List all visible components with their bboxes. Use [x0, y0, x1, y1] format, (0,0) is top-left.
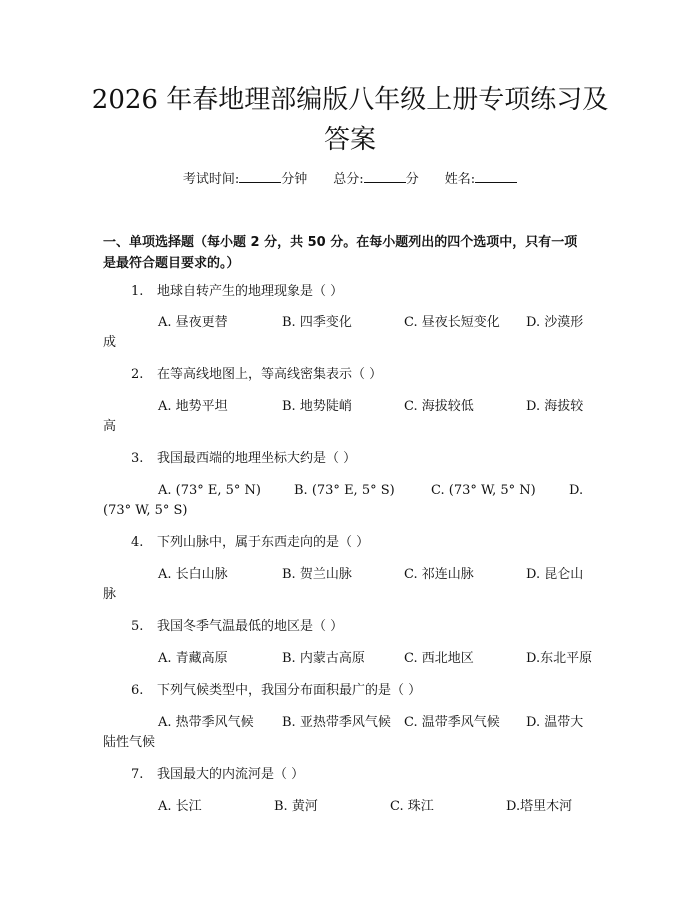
question-stem [131, 765, 304, 785]
option-wrap: (73° W, 5° S) [103, 503, 188, 518]
option-a: A. 长白山脉 [158, 567, 228, 582]
option-wrap: 成 [103, 335, 117, 350]
question-text: 我国最西端的地理坐标大约是（ ） [157, 451, 357, 466]
option-a: A. 青藏高原 [158, 651, 228, 666]
question-text: 我国最大的内流河是（ ） [157, 767, 305, 782]
option-a: A. 热带季风气候 [158, 715, 254, 730]
question-7-options [103, 797, 603, 817]
question-text: 下列气候类型中，我国分布面积最广的是（ ） [157, 683, 422, 698]
question-stem [131, 365, 382, 385]
option-d: D.东北平原 [526, 651, 593, 666]
option-b: B. 内蒙古高原 [282, 651, 365, 666]
option-wrap: 高 [103, 419, 117, 434]
name-field [445, 168, 517, 190]
question-number: 5. [131, 619, 144, 634]
option-c: C. 祁连山脉 [404, 567, 474, 582]
time-blank [239, 168, 281, 183]
option-c: C. (73° W, 5° N) [431, 483, 536, 498]
score-field [333, 168, 418, 190]
question-stem [131, 681, 421, 701]
page-title [60, 80, 640, 160]
question-stem [131, 617, 343, 637]
question-2-options [103, 397, 603, 437]
question-text: 我国冬季气温最低的地区是（ ） [157, 619, 344, 634]
question-number: 6. [131, 683, 144, 698]
question-number: 7. [131, 767, 144, 782]
option-b: B. (73° E, 5° S) [294, 483, 395, 498]
question-4-options [103, 565, 603, 605]
option-b: B. 贺兰山脉 [282, 567, 352, 582]
title-line-1: 2026 年春地理部编版八年级上册专项练习及 [91, 85, 609, 115]
option-c: C. 昼夜长短变化 [404, 315, 500, 330]
name-blank [475, 168, 517, 183]
option-wrap: 脉 [103, 587, 117, 602]
option-d: D.塔里木河 [506, 799, 573, 814]
question-3-options [103, 481, 603, 521]
question-stem [131, 449, 356, 469]
option-b: B. 黄河 [274, 799, 318, 814]
question-text: 在等高线地图上，等高线密集表示（ ） [157, 367, 383, 382]
question-5-options [103, 649, 603, 669]
section-heading-line-1: 一、单项选择题（每小题 2 分，共 50 分。在每小题列出的四个选项中，只有一项 [103, 235, 578, 250]
section-heading [103, 232, 603, 274]
option-a: A. 昼夜更替 [158, 315, 228, 330]
option-d: D. 海拔较 [526, 399, 584, 414]
name-label: 姓名: [444, 172, 476, 187]
option-b: B. 亚热带季风气候 [282, 715, 391, 730]
question-6-options [103, 713, 603, 753]
option-a: A. 长江 [158, 799, 202, 814]
option-c: C. 珠江 [390, 799, 434, 814]
time-unit: 分钟 [281, 172, 308, 187]
option-d: D. 昆仑山 [526, 567, 584, 582]
score-unit: 分 [405, 172, 419, 187]
option-c: C. 西北地区 [404, 651, 474, 666]
question-1-options [103, 313, 603, 353]
option-c: C. 温带季风气候 [404, 715, 500, 730]
score-label: 总分: [333, 172, 364, 187]
time-field [183, 168, 307, 190]
exam-meta [0, 168, 700, 190]
question-text: 地球自转产生的地理现象是（ ） [157, 284, 344, 299]
question-number: 4. [131, 535, 144, 550]
option-d: D. [569, 483, 584, 498]
option-b: B. 四季变化 [282, 315, 352, 330]
time-label: 考试时间: [182, 172, 240, 187]
section-heading-line-2: 是最符合题目要求的。） [103, 256, 240, 271]
question-stem [131, 282, 343, 302]
option-wrap: 陆性气候 [103, 735, 156, 750]
question-number: 2. [131, 367, 144, 382]
question-number: 3. [131, 451, 144, 466]
option-c: C. 海拔较低 [404, 399, 474, 414]
option-b: B. 地势陡峭 [282, 399, 352, 414]
question-text: 下列山脉中，属于东西走向的是（ ） [157, 535, 370, 550]
option-d: D. 温带大 [526, 715, 584, 730]
option-d: D. 沙漠形 [526, 315, 584, 330]
question-number: 1. [131, 284, 144, 299]
option-a: A. 地势平坦 [158, 399, 228, 414]
option-a: A. (73° E, 5° N) [158, 483, 262, 498]
score-blank [364, 168, 406, 183]
title-line-2: 答案 [323, 125, 376, 155]
question-stem [131, 533, 369, 553]
